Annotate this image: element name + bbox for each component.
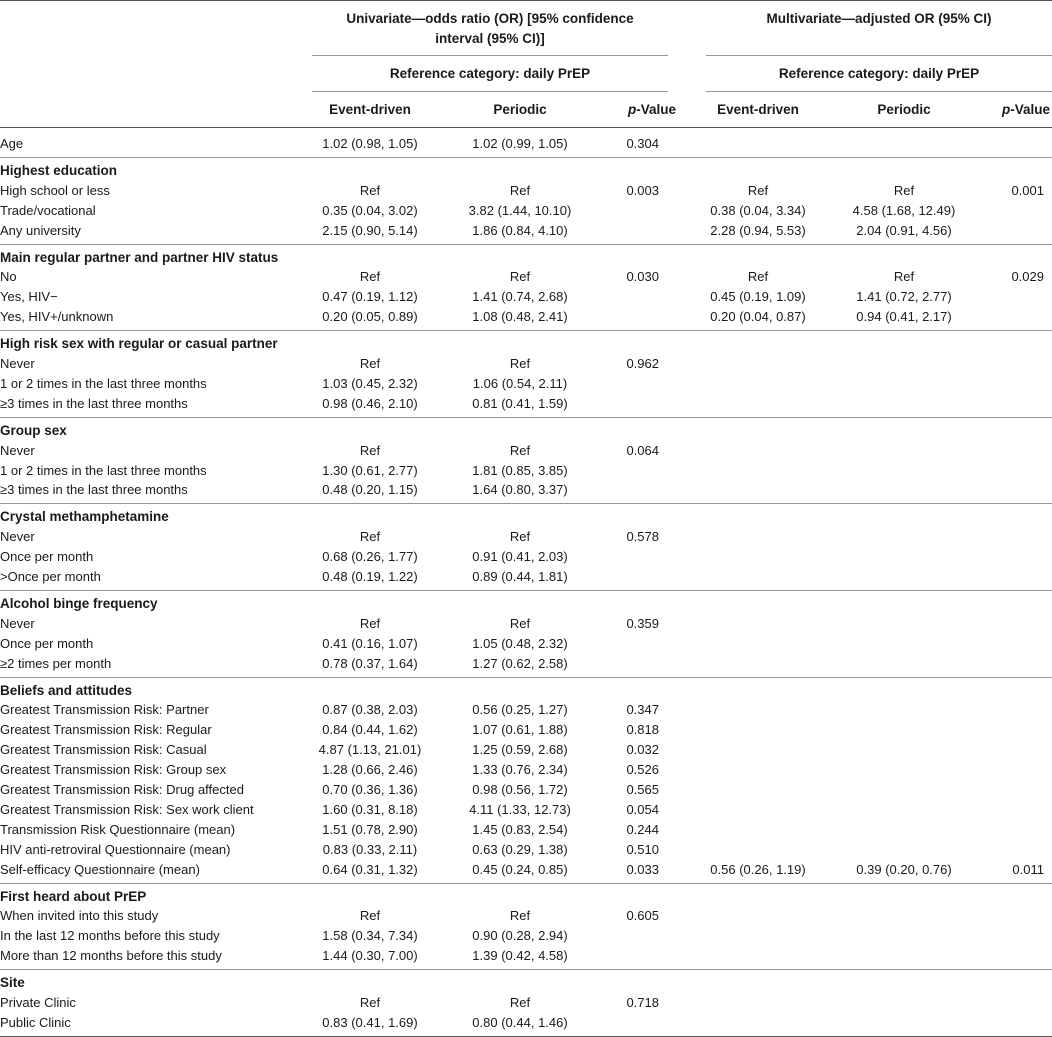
multi-p-value-cell — [980, 800, 1044, 820]
top-rule — [0, 0, 1052, 1]
multi-event-driven-cell — [693, 374, 823, 394]
uni-periodic-cell: 0.45 (0.24, 0.85) — [472, 861, 568, 877]
multi-p-value-cell — [980, 740, 1044, 760]
multi-event-driven-cell — [693, 547, 823, 567]
multi-event-driven-cell — [693, 461, 823, 481]
uni-event-driven-cell: Ref — [359, 269, 381, 285]
row-label: More than 12 months before this study — [0, 948, 222, 964]
uni-event-driven-cell: 0.20 (0.05, 0.89) — [322, 309, 418, 325]
multi-event-driven-cell — [693, 134, 823, 154]
uni-p-value-cell: 0.064 — [626, 442, 659, 458]
uni-periodic-cell: 0.98 (0.56, 1.72) — [472, 782, 568, 797]
row-label: Age — [0, 136, 24, 151]
multi-periodic-cell: 2.04 (0.91, 4.56) — [856, 222, 952, 238]
uni-p-value-cell: 0.359 — [626, 615, 659, 631]
uni-p-value-cell: 0.304 — [626, 136, 659, 151]
uni-event-driven-cell: 2.15 (0.90, 5.14) — [322, 222, 418, 238]
uni-periodic-cell: Ref — [509, 908, 531, 924]
row-label: When invited into this study — [0, 908, 159, 924]
multi-periodic-cell: 1.41 (0.72, 2.77) — [856, 289, 952, 305]
multi-p-value-cell — [980, 134, 1044, 154]
multi-periodic-cell: Ref — [893, 269, 915, 285]
uni-periodic-cell: 1.81 (0.85, 3.85) — [472, 462, 568, 478]
uni-p-value-cell — [600, 307, 659, 327]
uni-periodic-cell: Ref — [509, 442, 531, 458]
multi-event-driven-cell — [693, 567, 823, 587]
section-title: Highest education — [0, 162, 118, 178]
uni-p-value-cell — [600, 374, 659, 394]
row-label: Greatest Transmission Risk: Group sex — [0, 762, 227, 778]
uni-p-value-cell — [600, 1013, 659, 1033]
multi-p-value-cell — [980, 614, 1044, 634]
uni-p-value-cell — [600, 654, 659, 674]
col-header-uni-event-driven: Event-driven — [329, 102, 411, 117]
multi-p-value-cell — [980, 820, 1044, 840]
multi-event-driven-cell: 2.28 (0.94, 5.53) — [710, 222, 806, 238]
multi-periodic-cell — [839, 1013, 969, 1033]
section-divider — [0, 157, 1052, 158]
uni-periodic-cell: 1.25 (0.59, 2.68) — [472, 742, 568, 758]
row-label: Greatest Transmission Risk: Regular — [0, 722, 212, 738]
row-label: Public Clinic — [0, 1014, 71, 1030]
multi-p-value-cell — [980, 354, 1044, 374]
multi-p-value-cell — [980, 760, 1044, 780]
uni-event-driven-cell: 0.83 (0.33, 2.11) — [322, 841, 418, 857]
uni-p-value-cell: 0.578 — [626, 529, 659, 545]
uni-periodic-cell: 0.56 (0.25, 1.27) — [472, 702, 568, 718]
row-label: HIV anti-retroviral Questionnaire (mean) — [0, 841, 231, 857]
uni-periodic-cell: 0.90 (0.28, 2.94) — [472, 928, 568, 944]
uni-periodic-cell: 1.33 (0.76, 2.34) — [472, 762, 568, 778]
section-title: High risk sex with regular or casual partner — [0, 336, 278, 352]
multi-periodic-cell — [839, 134, 969, 154]
multi-ref-rule — [706, 91, 1052, 92]
uni-ref-rule — [312, 91, 668, 92]
row-label: In the last 12 months before this study — [0, 928, 220, 944]
multi-periodic-cell — [839, 800, 969, 820]
multi-p-value-cell — [980, 287, 1044, 307]
uni-event-driven-cell: Ref — [359, 356, 381, 371]
section-title: Main regular partner and partner HIV status — [0, 249, 279, 265]
uni-group-heading-line1: Univariate—odds ratio (OR) [95% confidence — [346, 11, 634, 26]
uni-p-value-cell: 0.054 — [626, 801, 659, 817]
uni-p-value-cell: 0.032 — [626, 742, 659, 758]
uni-periodic-cell: 1.05 (0.48, 2.32) — [472, 635, 568, 651]
p-rest: -Value — [1010, 102, 1050, 117]
row-label: Self-efficacy Questionnaire (mean) — [0, 861, 200, 877]
multi-event-driven-cell: Ref — [747, 182, 769, 198]
uni-p-value-cell: 0.526 — [626, 762, 659, 778]
row-label: Greatest Transmission Risk: Casual — [0, 742, 207, 758]
multi-event-driven-cell — [693, 394, 823, 414]
multi-p-value-cell — [980, 527, 1044, 547]
section-divider — [0, 330, 1052, 331]
section-title: Beliefs and attitudes — [0, 682, 133, 698]
multi-periodic-cell — [839, 700, 969, 720]
multi-p-value-cell — [980, 374, 1044, 394]
multi-event-driven-cell — [693, 820, 823, 840]
uni-p-value-cell: 0.033 — [626, 861, 659, 877]
uni-event-driven-cell: Ref — [359, 182, 381, 198]
col-header-uni-p-value — [606, 100, 676, 120]
multi-p-value-cell — [980, 946, 1044, 966]
section-divider — [0, 883, 1052, 884]
multi-p-value-cell: 0.001 — [1011, 182, 1044, 198]
multi-p-value-cell — [980, 441, 1044, 461]
col-header-multi-event-driven: Event-driven — [717, 102, 799, 117]
uni-event-driven-cell: Ref — [359, 908, 381, 924]
multi-p-value-cell — [980, 307, 1044, 327]
multi-periodic-cell — [839, 634, 969, 654]
multi-event-driven-cell — [693, 614, 823, 634]
multi-event-driven-cell — [693, 634, 823, 654]
uni-periodic-cell: Ref — [509, 182, 531, 198]
multi-periodic-cell: 0.39 (0.20, 0.76) — [856, 861, 952, 877]
multi-periodic-cell — [839, 354, 969, 374]
multi-p-value-cell — [980, 700, 1044, 720]
uni-event-driven-cell: 1.58 (0.34, 7.34) — [322, 928, 418, 944]
uni-p-value-cell: 0.510 — [626, 841, 659, 857]
uni-event-driven-cell: 1.30 (0.61, 2.77) — [322, 462, 418, 478]
multi-p-value-cell — [980, 634, 1044, 654]
multi-periodic-cell — [839, 780, 969, 800]
section-divider — [0, 244, 1052, 245]
multi-p-value-cell — [980, 926, 1044, 946]
uni-event-driven-cell: 1.03 (0.45, 2.32) — [322, 375, 418, 391]
uni-periodic-cell: 1.07 (0.61, 1.88) — [472, 722, 568, 738]
multi-p-value-cell — [980, 906, 1044, 926]
uni-event-driven-cell: 1.28 (0.66, 2.46) — [322, 762, 418, 778]
multi-periodic-cell: Ref — [893, 182, 915, 198]
multi-p-value-cell — [980, 394, 1044, 414]
uni-p-value-cell: 0.347 — [626, 702, 659, 718]
multi-p-value-cell — [980, 720, 1044, 740]
multi-event-driven-cell — [693, 720, 823, 740]
section-divider — [0, 417, 1052, 418]
row-label: Greatest Transmission Risk: Drug affected — [0, 782, 244, 797]
uni-p-value-cell: 0.962 — [626, 356, 659, 371]
uni-p-value-cell — [600, 547, 659, 567]
multi-periodic-cell — [839, 441, 969, 461]
multi-periodic-cell — [839, 480, 969, 500]
uni-event-driven-cell: 0.64 (0.31, 1.32) — [322, 861, 418, 877]
uni-periodic-cell: 0.80 (0.44, 1.46) — [472, 1014, 568, 1030]
uni-p-value-cell — [600, 201, 659, 221]
multi-event-driven-cell: 0.45 (0.19, 1.09) — [710, 289, 806, 305]
row-label: Trade/vocational — [0, 202, 96, 218]
multi-event-driven-cell — [693, 527, 823, 547]
col-header-uni-periodic: Periodic — [493, 102, 547, 117]
uni-periodic-cell: Ref — [509, 269, 531, 285]
section-title: Site — [0, 975, 25, 991]
uni-p-value-cell — [600, 461, 659, 481]
multi-periodic-cell — [839, 926, 969, 946]
uni-event-driven-cell: Ref — [359, 442, 381, 458]
uni-periodic-cell: 1.02 (0.99, 1.05) — [472, 136, 568, 151]
multi-p-value-cell: 0.011 — [1012, 861, 1044, 877]
multi-group-heading: Multivariate—adjusted OR (95% CI) — [766, 11, 992, 26]
section-title: Crystal methamphetamine — [0, 509, 169, 525]
uni-p-value-cell: 0.030 — [626, 269, 659, 285]
multi-p-value-cell — [980, 654, 1044, 674]
uni-event-driven-cell: 1.51 (0.78, 2.90) — [322, 821, 418, 837]
uni-periodic-cell: 1.06 (0.54, 2.11) — [472, 375, 568, 391]
multi-periodic-cell — [839, 840, 969, 860]
multi-event-driven-cell: 0.56 (0.26, 1.19) — [710, 861, 806, 877]
uni-periodic-cell: 0.81 (0.41, 1.59) — [472, 395, 568, 411]
multi-event-driven-cell — [693, 780, 823, 800]
multi-event-driven-cell — [693, 840, 823, 860]
multi-periodic-cell — [839, 760, 969, 780]
multi-event-driven-cell — [693, 740, 823, 760]
uni-periodic-cell: 1.08 (0.48, 2.41) — [472, 309, 568, 325]
multi-event-driven-cell — [693, 700, 823, 720]
row-label: Private Clinic — [0, 995, 76, 1010]
row-label: ≥3 times in the last three months — [0, 395, 188, 411]
multi-periodic-cell — [839, 567, 969, 587]
multi-p-value-cell — [980, 221, 1044, 241]
multi-p-value-cell — [980, 567, 1044, 587]
uni-periodic-cell: Ref — [509, 995, 531, 1010]
multi-reference-label: Reference category: daily PrEP — [778, 66, 980, 81]
row-label: Never — [0, 529, 35, 545]
multi-periodic-cell — [839, 614, 969, 634]
row-label: Yes, HIV+/unknown — [0, 309, 114, 325]
row-label: Transmission Risk Questionnaire (mean) — [0, 821, 236, 837]
uni-event-driven-cell: 0.48 (0.19, 1.22) — [322, 569, 418, 584]
section-title: Group sex — [0, 422, 67, 438]
uni-event-driven-cell: 0.78 (0.37, 1.64) — [322, 655, 418, 671]
uni-periodic-cell: 0.91 (0.41, 2.03) — [472, 549, 568, 565]
uni-periodic-cell: 3.82 (1.44, 10.10) — [468, 202, 572, 218]
uni-p-value-cell: 0.605 — [626, 908, 659, 924]
section-divider — [0, 969, 1052, 970]
p-italic: p — [1001, 102, 1011, 117]
multi-event-driven-cell — [693, 354, 823, 374]
uni-event-driven-cell: 1.02 (0.98, 1.05) — [322, 136, 418, 151]
uni-periodic-cell: 1.45 (0.83, 2.54) — [472, 821, 568, 837]
uni-p-value-cell — [600, 926, 659, 946]
uni-periodic-cell: Ref — [509, 356, 531, 371]
uni-periodic-cell: 1.86 (0.84, 4.10) — [472, 222, 568, 238]
multi-p-value-cell — [980, 461, 1044, 481]
multi-periodic-cell — [839, 820, 969, 840]
multi-periodic-cell — [839, 527, 969, 547]
multi-periodic-cell — [839, 720, 969, 740]
multi-event-driven-cell — [693, 993, 823, 1013]
uni-event-driven-cell: 4.87 (1.13, 21.01) — [318, 742, 422, 758]
uni-p-value-cell: 0.244 — [626, 821, 659, 837]
multi-event-driven-cell — [693, 946, 823, 966]
multi-event-driven-cell — [693, 760, 823, 780]
uni-periodic-cell: 0.63 (0.29, 1.38) — [472, 841, 568, 857]
multi-event-driven-cell — [693, 800, 823, 820]
multi-periodic-cell — [839, 906, 969, 926]
uni-p-value-cell — [600, 221, 659, 241]
uni-event-driven-cell: 0.41 (0.16, 1.07) — [322, 635, 418, 651]
row-label: Greatest Transmission Risk: Partner — [0, 702, 209, 718]
col-header-multi-periodic: Periodic — [877, 102, 931, 117]
uni-event-driven-cell: 0.35 (0.04, 3.02) — [322, 202, 418, 218]
multi-event-driven-cell: Ref — [747, 269, 769, 285]
section-divider — [0, 677, 1052, 678]
uni-event-driven-cell: 0.70 (0.36, 1.36) — [322, 782, 418, 797]
multi-event-driven-cell — [693, 480, 823, 500]
section-title: First heard about PrEP — [0, 888, 147, 904]
uni-periodic-cell: 0.89 (0.44, 1.81) — [472, 569, 568, 584]
uni-event-driven-cell: 1.44 (0.30, 7.00) — [322, 948, 418, 964]
multi-group-rule — [706, 55, 1052, 56]
uni-periodic-cell: 4.11 (1.33, 12.73) — [469, 801, 571, 817]
uni-event-driven-cell: Ref — [359, 529, 381, 545]
multi-periodic-cell — [839, 946, 969, 966]
uni-event-driven-cell: 0.98 (0.46, 2.10) — [322, 395, 418, 411]
row-label: Yes, HIV− — [0, 289, 58, 305]
row-label: >Once per month — [0, 569, 101, 584]
row-label: 1 or 2 times in the last three months — [0, 462, 207, 478]
multi-periodic-cell — [839, 740, 969, 760]
section-title: Alcohol binge frequency — [0, 595, 158, 611]
multi-periodic-cell — [839, 394, 969, 414]
multi-p-value-cell — [980, 201, 1044, 221]
uni-event-driven-cell: 0.68 (0.26, 1.77) — [322, 549, 418, 565]
uni-periodic-cell: Ref — [509, 615, 531, 631]
uni-group-heading-line2: interval (95% CI)] — [435, 31, 545, 46]
uni-periodic-cell: 1.41 (0.74, 2.68) — [472, 289, 568, 305]
row-label: No — [0, 269, 17, 285]
multi-periodic-cell — [839, 654, 969, 674]
uni-event-driven-cell: 0.87 (0.38, 2.03) — [322, 702, 418, 718]
multi-periodic-cell: 4.58 (1.68, 12.49) — [852, 202, 956, 218]
multi-event-driven-cell — [693, 926, 823, 946]
uni-periodic-cell: 1.27 (0.62, 2.58) — [472, 655, 568, 671]
section-divider — [0, 503, 1052, 504]
multi-event-driven-cell — [693, 441, 823, 461]
row-label: Greatest Transmission Risk: Sex work client — [0, 801, 254, 817]
uni-periodic-cell: 1.39 (0.42, 4.58) — [472, 948, 568, 964]
uni-event-driven-cell: 1.60 (0.31, 8.18) — [322, 801, 418, 817]
multi-p-value-cell — [980, 780, 1044, 800]
multi-p-value-cell: 0.029 — [1011, 269, 1044, 285]
multi-event-driven-cell — [693, 906, 823, 926]
section-divider — [0, 590, 1052, 591]
uni-periodic-cell: 1.64 (0.80, 3.37) — [472, 482, 568, 498]
multi-event-driven-cell — [693, 1013, 823, 1033]
multi-periodic-cell — [839, 374, 969, 394]
uni-event-driven-cell: 0.83 (0.41, 1.69) — [322, 1014, 418, 1030]
row-label: High school or less — [0, 182, 110, 198]
multi-p-value-cell — [980, 547, 1044, 567]
uni-p-value-cell: 0.718 — [626, 995, 659, 1010]
uni-reference-label: Reference category: daily PrEP — [389, 66, 591, 81]
p-italic: p — [627, 102, 637, 117]
uni-p-value-cell — [600, 946, 659, 966]
col-header-multi-p-value — [980, 100, 1050, 120]
row-label: ≥3 times in the last three months — [0, 482, 188, 498]
uni-p-value-cell: 0.565 — [626, 782, 659, 797]
uni-event-driven-cell: 0.84 (0.44, 1.62) — [322, 722, 418, 738]
p-rest: -Value — [636, 102, 676, 117]
uni-event-driven-cell: Ref — [359, 615, 381, 631]
row-label: ≥2 times per month — [0, 655, 112, 671]
row-label: 1 or 2 times in the last three months — [0, 375, 207, 391]
multi-periodic-cell — [839, 993, 969, 1013]
uni-p-value-cell — [600, 394, 659, 414]
uni-p-value-cell: 0.003 — [626, 182, 659, 198]
multi-periodic-cell — [839, 547, 969, 567]
multi-p-value-cell — [980, 480, 1044, 500]
uni-p-value-cell: 0.818 — [626, 722, 659, 738]
multi-p-value-cell — [980, 993, 1044, 1013]
row-label: Never — [0, 615, 35, 631]
row-label: Once per month — [0, 549, 94, 565]
multi-p-value-cell — [980, 1013, 1044, 1033]
row-label: Never — [0, 356, 35, 371]
multi-periodic-cell: 0.94 (0.41, 2.17) — [856, 309, 952, 325]
uni-periodic-cell: Ref — [509, 529, 531, 545]
uni-p-value-cell — [600, 567, 659, 587]
uni-group-rule — [312, 55, 668, 56]
row-label: Never — [0, 442, 35, 458]
multi-event-driven-cell: 0.20 (0.04, 0.87) — [710, 309, 806, 325]
uni-event-driven-cell: 0.47 (0.19, 1.12) — [322, 289, 418, 305]
multi-periodic-cell — [839, 461, 969, 481]
row-label: Once per month — [0, 635, 94, 651]
multi-event-driven-cell — [693, 654, 823, 674]
uni-event-driven-cell: 0.48 (0.20, 1.15) — [322, 482, 418, 498]
header-bottom-rule — [0, 127, 1052, 128]
uni-event-driven-cell: Ref — [359, 995, 381, 1010]
multi-event-driven-cell: 0.38 (0.04, 3.34) — [710, 202, 806, 218]
multi-p-value-cell — [980, 840, 1044, 860]
row-label: Any university — [0, 222, 81, 238]
uni-p-value-cell — [600, 480, 659, 500]
uni-p-value-cell — [600, 287, 659, 307]
uni-p-value-cell — [600, 634, 659, 654]
